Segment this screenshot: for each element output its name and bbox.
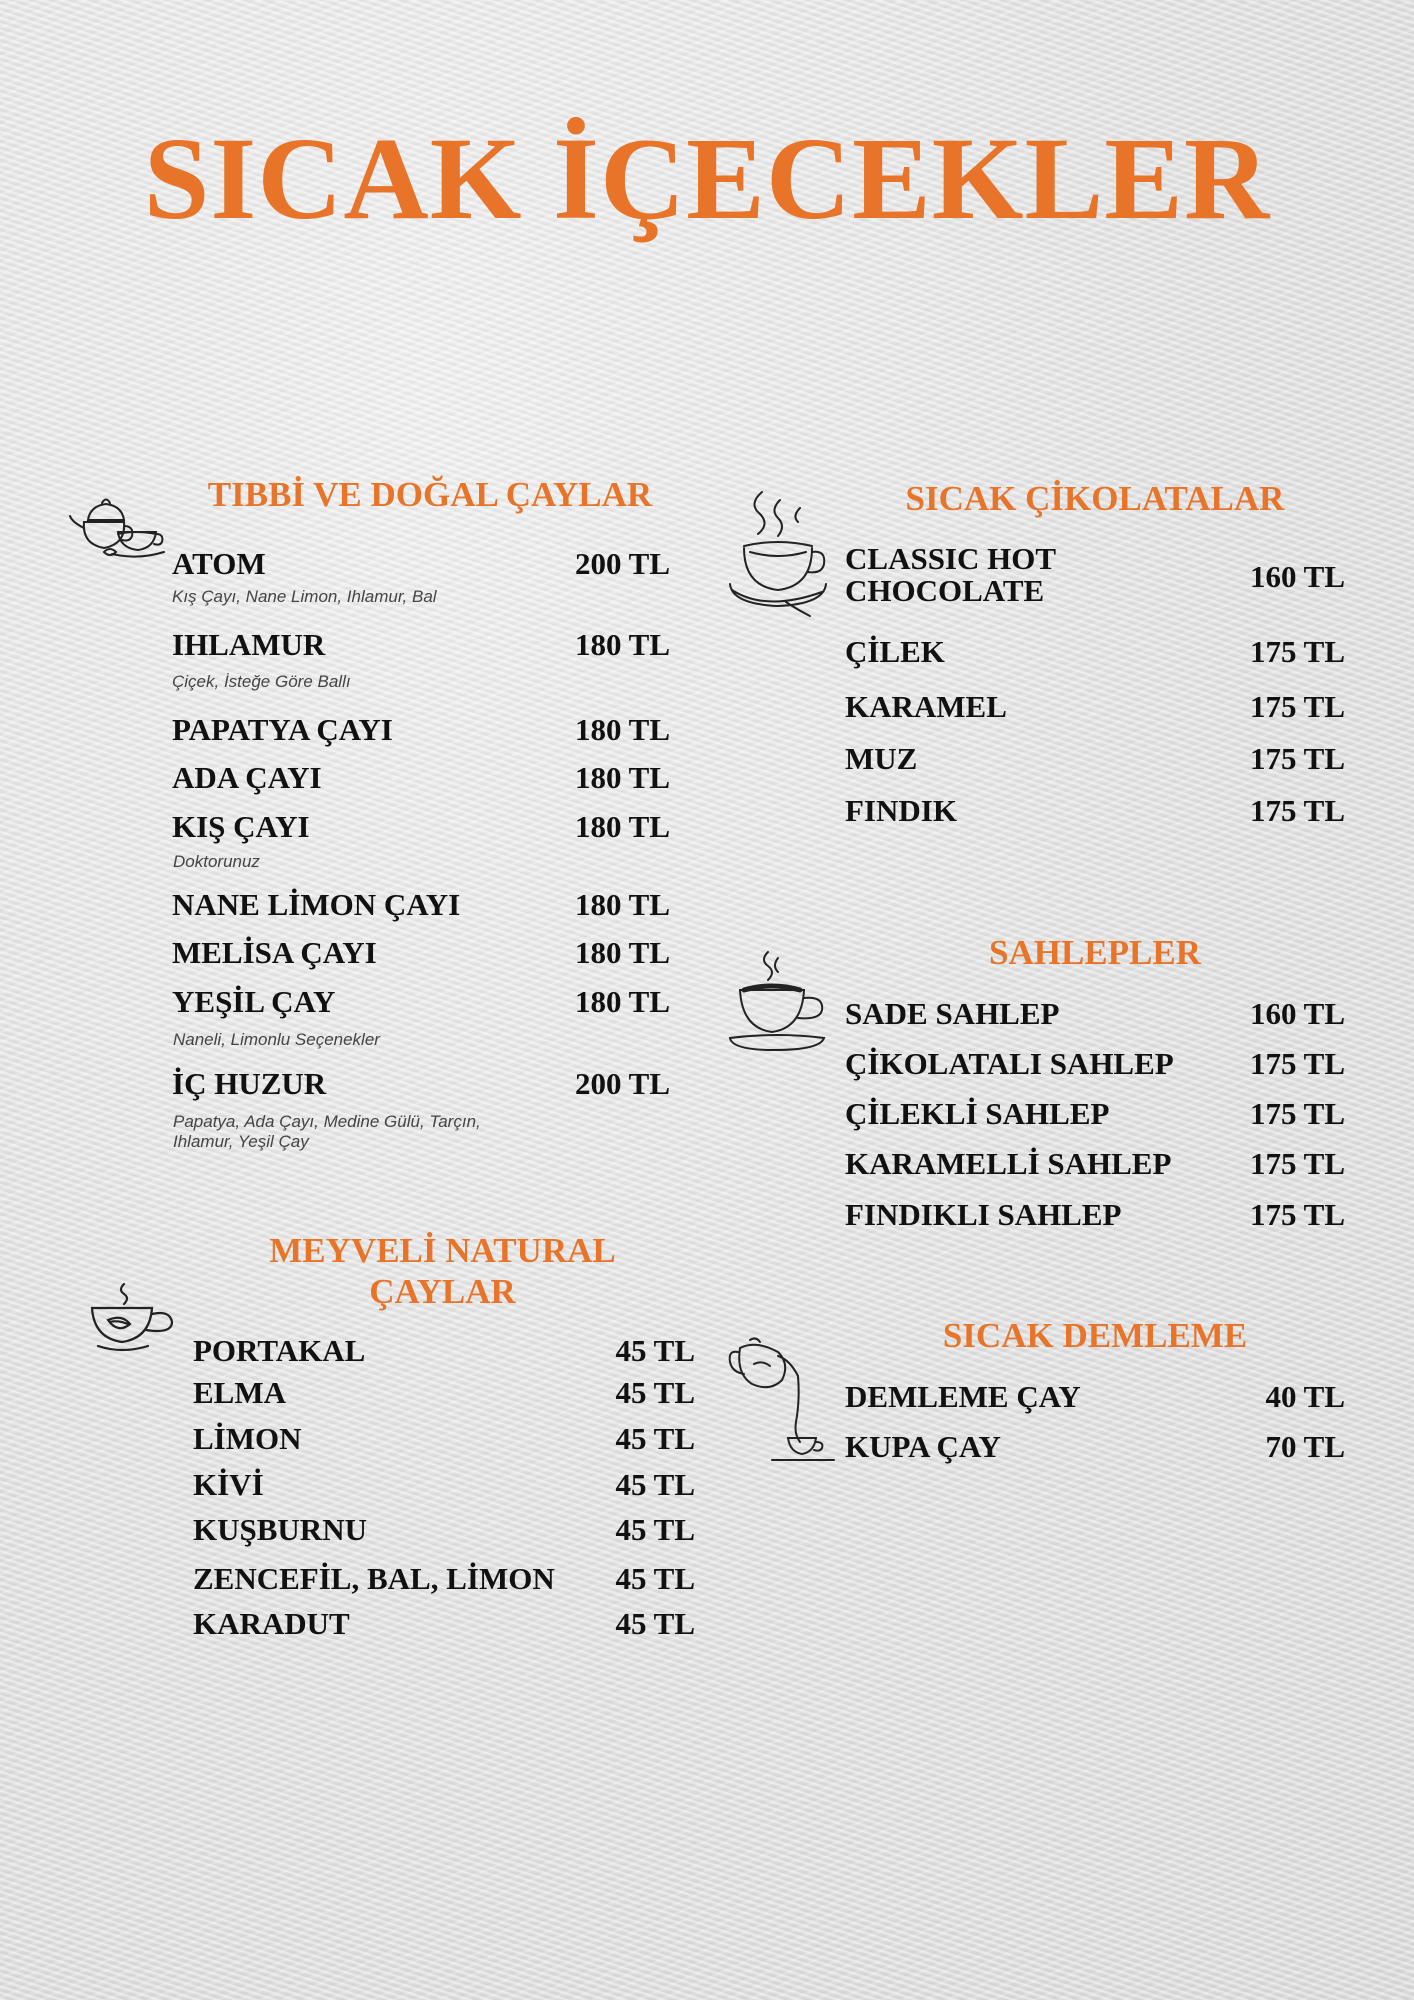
menu-item-name: KARADUT xyxy=(193,1606,350,1641)
menu-item-price: 180 TL xyxy=(574,809,670,844)
menu-item-name: MELİSA ÇAYI xyxy=(172,935,377,970)
menu-item-price: 175 TL xyxy=(1249,689,1345,724)
menu-item-name: YEŞİL ÇAY xyxy=(172,984,336,1019)
section-title-tibbi: TIBBİ VE DOĞAL ÇAYLAR xyxy=(207,475,653,514)
menu-item-name: CLASSIC HOT xyxy=(845,541,1057,576)
menu-item-price: 180 TL xyxy=(574,627,670,662)
menu-item-price: 160 TL xyxy=(1249,996,1345,1031)
menu-item-price: 45 TL xyxy=(615,1512,695,1547)
menu-item-description: Çiçek, İsteğe Göre Ballı xyxy=(172,672,351,691)
menu-item-price: 200 TL xyxy=(574,546,670,581)
menu-item-name: SADE SAHLEP xyxy=(845,996,1060,1031)
menu-item-name: LİMON xyxy=(193,1421,302,1456)
menu-item-name: KARAMEL xyxy=(845,689,1007,724)
menu-item-name: ELMA xyxy=(193,1375,286,1410)
menu-item-name: FINDIK xyxy=(845,793,957,828)
page-title: SICAK İÇECEKLER xyxy=(143,113,1271,244)
menu-item-description: Ihlamur, Yeşil Çay xyxy=(173,1132,309,1151)
menu-item-name: MUZ xyxy=(845,741,918,776)
menu-item-price: 175 TL xyxy=(1249,793,1345,828)
menu-item-price: 45 TL xyxy=(615,1375,695,1410)
section-title-meyveli-1: MEYVELİ NATURAL xyxy=(269,1231,616,1270)
coffee-cup-icon xyxy=(728,948,828,1054)
menu-item-price: 180 TL xyxy=(574,887,670,922)
menu-item-price: 180 TL xyxy=(574,935,670,970)
menu-item-name: KİVİ xyxy=(193,1467,264,1502)
menu-item-name: KUŞBURNU xyxy=(193,1512,367,1547)
menu-item-name: PORTAKAL xyxy=(193,1333,366,1368)
menu-item-price: 175 TL xyxy=(1249,1197,1345,1232)
hot-chocolate-cup-icon xyxy=(726,486,832,624)
teapot-icon xyxy=(68,490,168,562)
menu-item-price: 180 TL xyxy=(574,760,670,795)
menu-item-description: Doktorunuz xyxy=(173,852,260,871)
menu-item-name: İÇ HUZUR xyxy=(172,1066,327,1101)
menu-item-name: ADA ÇAYI xyxy=(172,760,322,795)
menu-item-name: ZENCEFİL, BAL, LİMON xyxy=(193,1561,555,1596)
menu-item-name: KUPA ÇAY xyxy=(845,1429,1001,1464)
section-title-sahlep: SAHLEPLER xyxy=(989,933,1201,972)
menu-item-price: 45 TL xyxy=(615,1606,695,1641)
menu-item-price: 175 TL xyxy=(1249,741,1345,776)
section-title-cikolata: SICAK ÇİKOLATALAR xyxy=(905,479,1285,518)
menu-item-name: ATOM xyxy=(172,546,266,581)
menu-item-price: 70 TL xyxy=(1265,1429,1345,1464)
menu-item-price: 40 TL xyxy=(1265,1379,1345,1414)
menu-item-price: 45 TL xyxy=(615,1333,695,1368)
section-title-demleme: SICAK DEMLEME xyxy=(942,1316,1248,1355)
menu-item-price: 175 TL xyxy=(1249,634,1345,669)
pouring-teapot-icon xyxy=(726,1334,836,1462)
menu-item-price: 200 TL xyxy=(574,1066,670,1101)
menu-item-name: DEMLEME ÇAY xyxy=(845,1379,1081,1414)
menu-item-price: 45 TL xyxy=(615,1561,695,1596)
menu-item-price: 45 TL xyxy=(615,1467,695,1502)
menu-item-description: Papatya, Ada Çayı, Medine Gülü, Tarçın, xyxy=(173,1112,481,1131)
menu-item-price: 160 TL xyxy=(1249,559,1345,594)
menu-item-name: ÇİLEK xyxy=(845,634,945,669)
menu-item-price: 45 TL xyxy=(615,1421,695,1456)
menu-item-description: Kış Çayı, Nane Limon, Ihlamur, Bal xyxy=(172,587,437,606)
menu-item-name: KIŞ ÇAYI xyxy=(172,809,310,844)
menu-item-name: PAPATYA ÇAYI xyxy=(172,712,393,747)
menu-item-price: 175 TL xyxy=(1249,1146,1345,1181)
menu-item-price: 175 TL xyxy=(1249,1096,1345,1131)
menu-item-name: KARAMELLİ SAHLEP xyxy=(845,1146,1172,1181)
menu-item-name: NANE LİMON ÇAYI xyxy=(172,887,461,922)
section-title-meyveli-2: ÇAYLAR xyxy=(369,1272,516,1311)
menu-item-name: IHLAMUR xyxy=(172,627,326,662)
menu-item-name: ÇİKOLATALI SAHLEP xyxy=(845,1046,1174,1081)
menu-item-price: 180 TL xyxy=(574,984,670,1019)
menu-item-description: Naneli, Limonlu Seçenekler xyxy=(173,1030,380,1049)
menu-item-price: 180 TL xyxy=(574,712,670,747)
menu-item-price: 175 TL xyxy=(1249,1046,1345,1081)
menu-item-name: CHOCOLATE xyxy=(845,573,1045,608)
menu-item-name: ÇİLEKLİ SAHLEP xyxy=(845,1096,1110,1131)
menu-item-name: FINDIKLI SAHLEP xyxy=(845,1197,1122,1232)
